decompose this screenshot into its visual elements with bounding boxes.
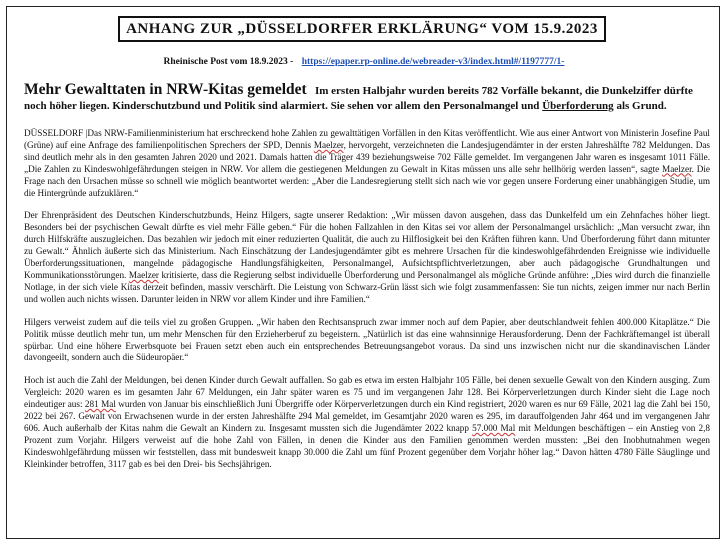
article-body [24, 128, 710, 482]
article-teaser-a: Im ersten Halbjahr wurden bereits 782 Vorfälle bekannt, die Dunkelziffer dürfte noch höher liegen. Kinderschutzbund und Politik sind alarmiert. Sie sehen vor allem den Personalmangel und [24, 85, 693, 112]
p1-name-1: Maelzer [313, 139, 344, 150]
article-title: Mehr Gewalttaten in NRW-Kitas gemeldet [24, 81, 307, 98]
p1-text-c: . Die Frage nach den Ursachen müsse so schnell wie möglich beantwortet werden: „Aber die Landesregierung stellt sich nach wie vor gegen unsere Forderung einer unabhängigen Studie, um die Hintergründe aufzuklären.“ [24, 163, 711, 198]
p1-text-b: , hervorgeht, verzeichneten die Landesjugendämter in der ersten Jahreshälfte 782 Meldungen. Das sind deutlich mehr als in den gesamten Jahren 2020 und 2021. Damals hatten die Träger 439 beziehungsweise 702 Fälle gemeldet. Im vergangenen Jahr waren es insgesamt 1011 Fälle. „Die Zahlen zu Kindeswohlgefährdungen steigen in NRW. Vor allem die gestiegenen Meldungen zu Gewalt in Kitas müssen uns alle sehr hellhörig werden lassen“, sagte [24, 139, 711, 174]
paragraph-3 [24, 317, 710, 365]
p4-text-b: wurden von Januar bis einschließlich Juni Übergriffe oder Körperverletzungen durch ein Kind registriert, 2020 waren es nur 69 Fälle, 2021 lag die Zahl bei 150, 2022 bei 267. Gewalt von Erwachsenen wurde in der ersten Jahreshälfte 294 Mal gemeldet, im Gesamtjahr 2020 waren es 295, im darauffolgenden Jahr 464 und im vergangenen Jahr 606. Auch außerhalb der Kitas nahm die Gewalt an Kindern zu. Insgesamt mussten sich die Jugendämter 2022 knapp [24, 399, 711, 433]
p1-text-a: DÜSSELDORF |Das NRW-Familienministerium hat erschreckend hohe Zahlen zu gewalttätigen Vorfällen in den Kitas veröffentlicht. Wie aus einer Antwort von Ministerin Josefine Paul (Grüne) auf eine Anfrage des familienpolitischen Sprechers der SPD, Dennis [24, 128, 710, 150]
p1-name-2: Maelzer [662, 163, 692, 174]
paragraph-1 [24, 128, 710, 199]
paragraph-4 [24, 375, 710, 470]
source-link[interactable]: https://epaper.rp-online.de/webreader-v3/index.html#/1197777/1- [301, 57, 565, 67]
annex-title-text: ANHANG ZUR „DÜSSELDORFER ERKLÄRUNG“ VOM 15.9.2023 [126, 20, 598, 37]
p2-text-a: Der Ehrenpräsident des Deutschen Kinderschutzbunds, Heinz Hilgers, sagte unserer Redaktion: „Wir müssen davon ausgehen, dass das Dunkelfeld um ein Zehnfaches höher liegt. Besonders bei der psychischen Gewalt dürfte es viel mehr Fälle geben.“ Für die hohen Fallzahlen in den Kitas sei vor allem der Personalmangel ursächlich: „Man versucht zwar, ihn durch Hilfskräfte auszugleichen. Das bezahlen wir jedoch mit einer reduzierten Qualität, die auch zu Hilflosigkeit bei den Kräften führen kann. Und Überforderung führt dann mitunter zu Gewalt.“ Ähnlich äußerte sich das Ministerium. Nach Einschätzung der Landesjugendämter gibt es mehrere Ursachen für die kindeswohlgefährdenden Ereignisse wie individuelle Überforderungssituationen, mangelnde pädagogische Handlungsfähigkeiten, Personalmangel, Aufsichtspflichtverletzungen, aber auch pädagogische Grundhaltungen und Kommunikationsstörungen. [24, 210, 710, 280]
source-line [0, 57, 728, 67]
article-headline [24, 82, 708, 114]
p4-text-c: mit Meldungen beschäftigen – ein Anstieg von 2,8 Prozent zum Vorjahr. Hilgers verweist auf die hohe Zahl von Fällen, in denen die Kinder aus den Familien genommen werden mussten: „Bei den Inobhutnahmen wegen Kindeswohlgefährdung müssen wir feststellen, dass mit bundesweit knapp 30.000 die Zahl um fünf Prozent gegenüber dem Vorjahr höher lag.“ Davon hätten 4780 Fälle Säuglinge und Kleinkinder betroffen, 3117 gab es bei den Drei- bis Sechsjährigen. [24, 422, 711, 469]
p2-text-b: kritisierte, dass die Regierung selbst individuelle Überforderung und Personalmangel als mögliche Gründe anführe: „Dies wird durch die finanzielle Notlage, in der sich viele Kitas derzeit befinden, massiv verschärft. Die Leistung von Schwarz-Grün lässt sich wie folgt zusammenfassen: Sie tun nichts, zeigen immer nur nach Berlin und wollen auch nichts wissen. Darunter leiden in NRW vor allem Kinder und ihre Familien.“ [24, 269, 711, 304]
article-teaser-b: als Grund. [616, 100, 667, 112]
article-teaser-underlined: Überforderung [542, 100, 614, 112]
annex-title [118, 16, 606, 42]
p2-name: Maelzer [128, 269, 159, 280]
paragraph-2 [24, 210, 710, 305]
p4-underlined-2: 57.000 Mal [472, 422, 516, 433]
p4-text-a: Hoch ist auch die Zahl der Meldungen, bei denen Kinder durch Gewalt auffallen. So gab es etwa im ersten Halbjahr 105 Fälle, bei denen sexuelle Gewalt von den Kindern ausging. Zum Vergleich: 2020 waren es im gesamten Jahr 67 Meldungen, ein Jahr später waren es 75 und im vergangenen Jahr 128. Bei Körperverletzungen durch Kinder sieht die Lage noch eindeutiger aus: [24, 375, 710, 410]
p3-text: Hilgers verweist zudem auf die teils viel zu großen Gruppen. „Wir haben den Rechtsanspruch zwar immer noch auf dem Papier, aber deutschlandweit fehlen 400.000 Kitaplätze.“ Die Politik müsse deutlich mehr tun, um mehr Menschen für den Erzieherberuf zu begeistern. „Natürlich ist das eine wahnsinnige Herausforderung. Denn der Fachkräftemangel ist überall spürbar. Und eine höhere Erwerbsquote bei Frauen setzt eben auch ein entsprechendes Betreuungsangebot voraus. Da sind uns inzwischen nicht nur die skandinavischen Länder davongeeilt, sondern auch die Südeuropäer.“ [24, 316, 710, 363]
p4-underlined-1: 281 Mal [84, 399, 116, 410]
source-text: Rheinische Post vom 18.9.2023 - [163, 57, 294, 67]
